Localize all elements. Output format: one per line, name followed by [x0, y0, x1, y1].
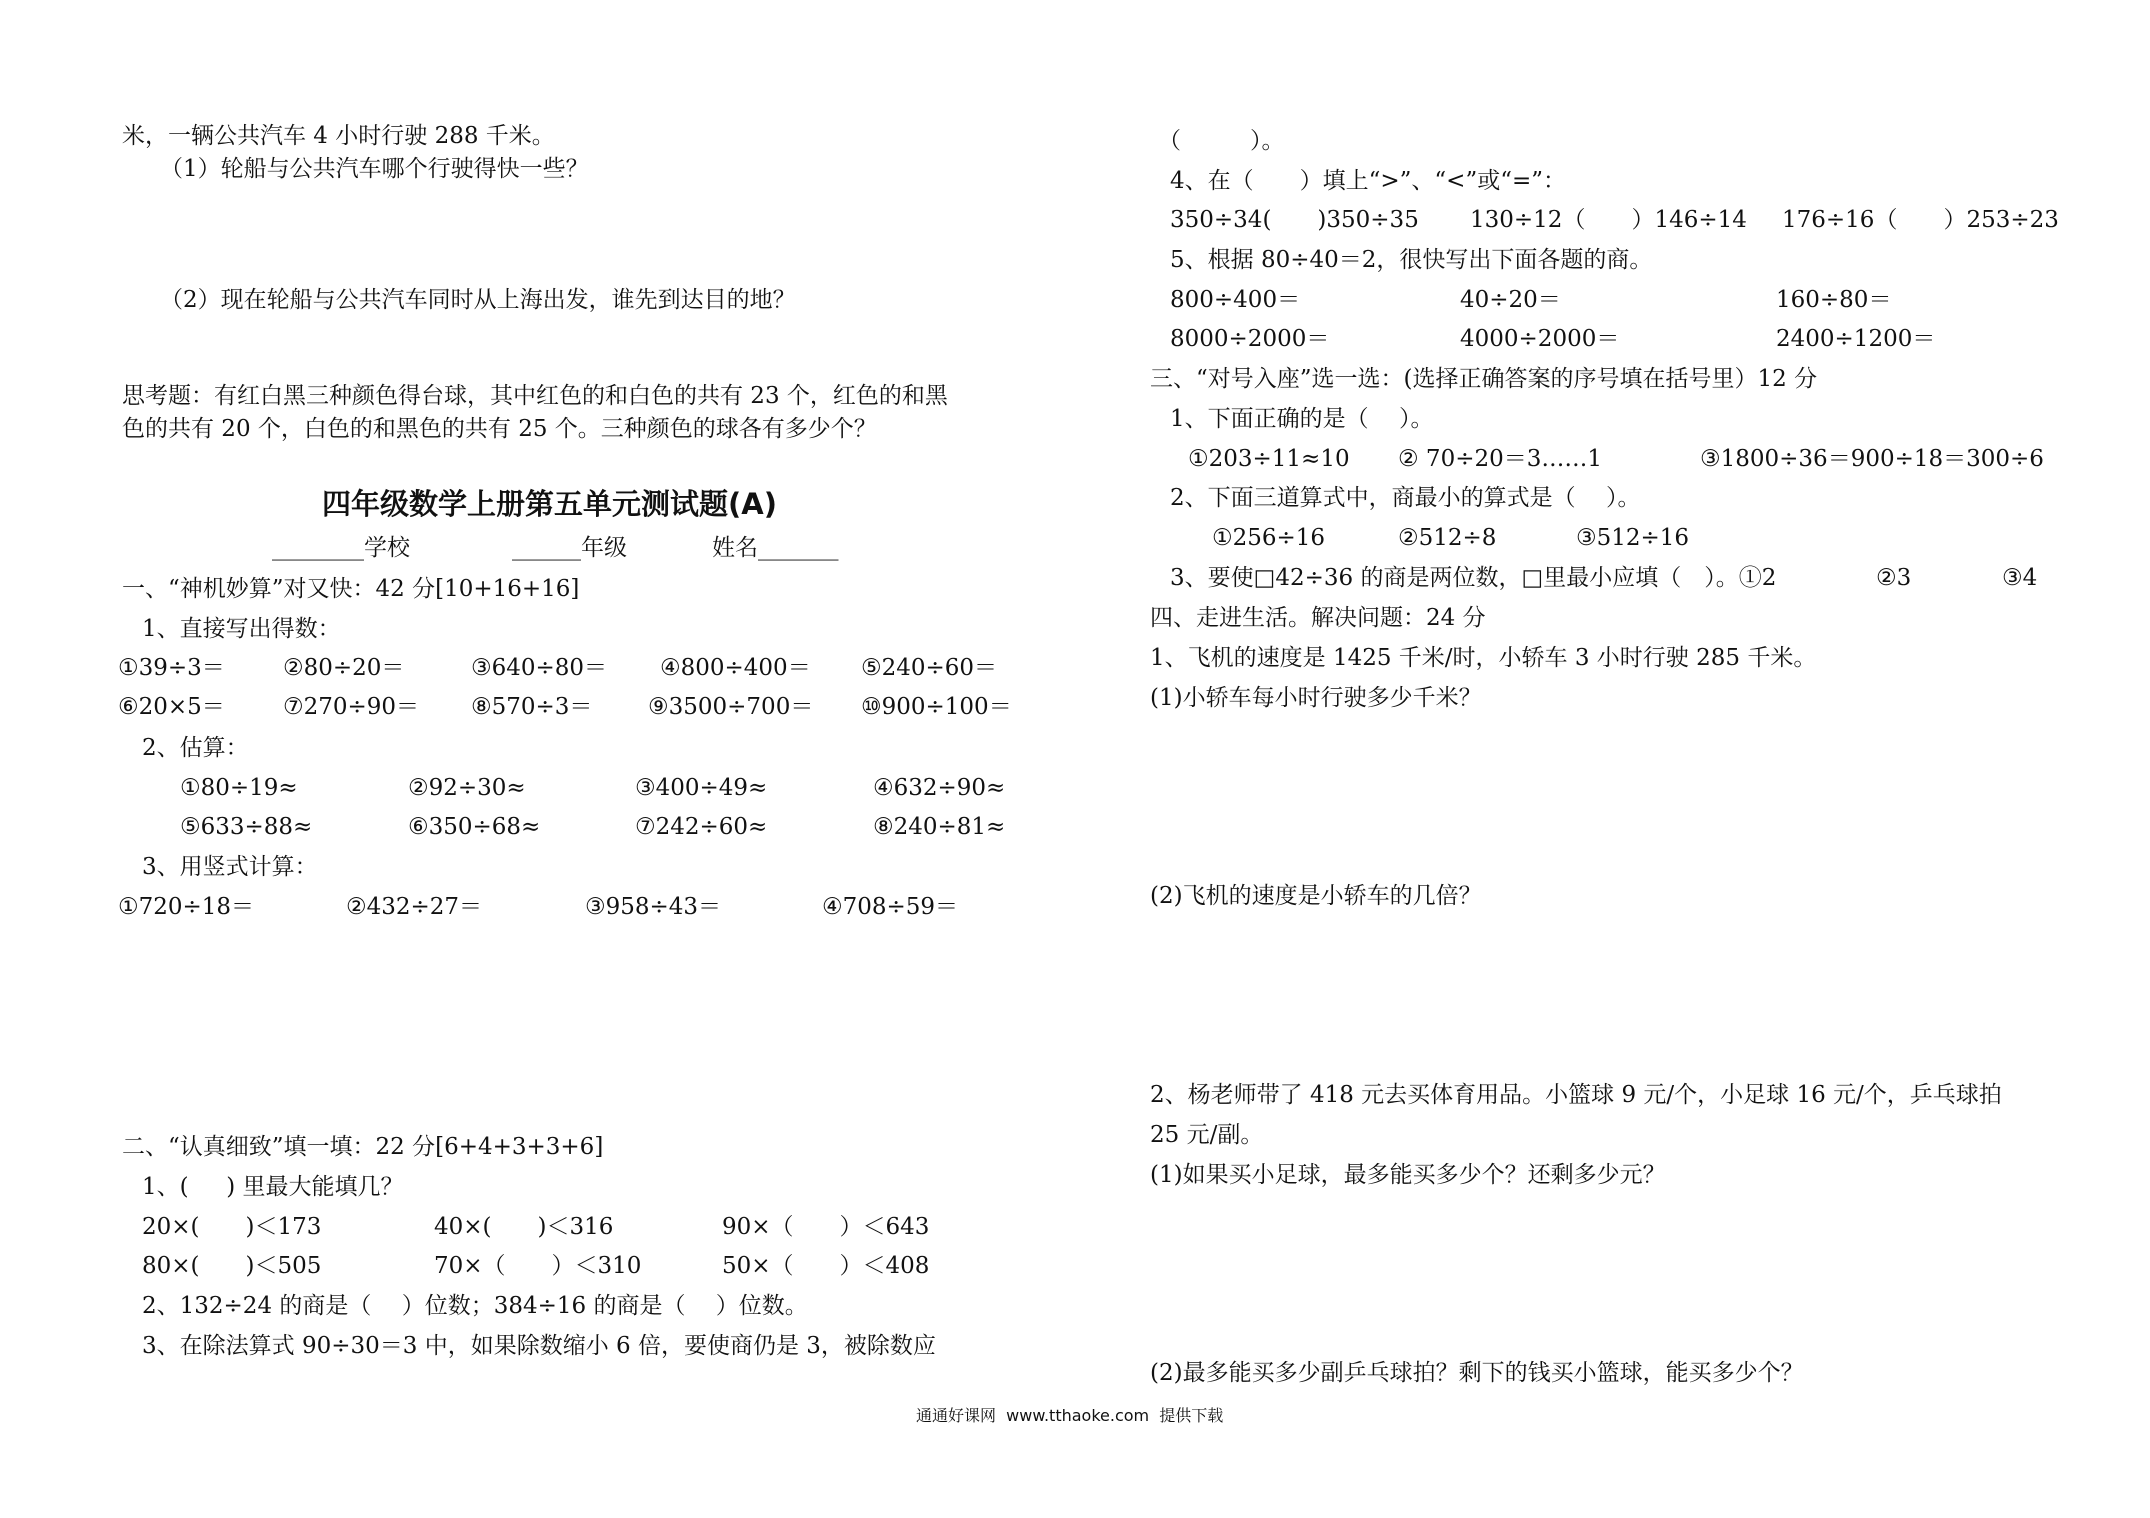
s2-q2: 2、132÷24 的商是（ ）位数；384÷16 的商是（ ）位数。: [142, 1293, 808, 1319]
think-line-2: 色的共有 20 个，白色的和黑色的共有 25 个。三种颜色的球各有多少个？: [122, 416, 877, 442]
s4-q2b: (2)最多能买多少副乒乓球拍？剩下的钱买小篮球，能买多少个？: [1150, 1360, 1804, 1386]
grade-field: ______年级: [512, 535, 627, 561]
right-cont-line: （ ）。: [1158, 128, 1285, 154]
s1-q1: 1、直接写出得数：: [142, 616, 341, 642]
compare-item: 350÷34( )350÷35: [1170, 207, 1419, 233]
choice-option: ①203÷11≈10: [1188, 446, 1350, 472]
s1-q3: 3、用竖式计算：: [142, 854, 318, 880]
fill-item: 70×（ ）＜310: [434, 1253, 642, 1279]
s4-q1: 1、飞机的速度是 1425 千米/时，小轿车 3 小时行驶 285 千米。: [1150, 645, 1817, 671]
direct-item: ⑥20×5＝: [118, 694, 225, 720]
fill-item: 90×（ ）＜643: [722, 1214, 930, 1240]
section-2-header: 二、“认真细致”填一填：22 分[6+4+3+3+6]: [122, 1134, 604, 1160]
quotient-item: 160÷80＝: [1776, 287, 1892, 313]
quotient-item: 40÷20＝: [1460, 287, 1561, 313]
s4-q2-line-2: 25 元/副。: [1150, 1122, 1264, 1148]
quotient-item: 2400÷1200＝: [1776, 326, 1936, 352]
choice-option: ③512÷16: [1576, 525, 1690, 551]
r-q5: 5、根据 80÷40＝2，很快写出下面各题的商。: [1170, 247, 1653, 273]
name-field: 姓名_______: [712, 535, 839, 561]
download-footer: 通通好课网 www.tthaoke.com 提供下载: [916, 1406, 1224, 1425]
s4-q1b: (2)飞机的速度是小轿车的几倍？: [1150, 883, 1482, 909]
direct-item: ⑤240÷60＝: [861, 655, 998, 681]
left-q1: （1）轮船与公共汽车哪个行驶得快一些？: [160, 156, 589, 182]
choice-option: ③4: [2002, 565, 2038, 591]
fill-item: 80×( )＜505: [142, 1253, 322, 1279]
direct-item: ⑧570÷3＝: [471, 694, 593, 720]
r-q4: 4、在（ ）填上“>”、“<”或“=”：: [1170, 168, 1566, 194]
choice-option: ②3: [1876, 565, 1912, 591]
s3-q1: 1、下面正确的是（ ）。: [1170, 406, 1434, 432]
estimate-item: ⑥350÷68≈: [408, 814, 541, 840]
direct-item: ④800÷400＝: [660, 655, 811, 681]
section-1-header: 一、“神机妙算”对又快：42 分[10+16+16]: [122, 576, 580, 602]
choice-option: ①256÷16: [1212, 525, 1326, 551]
choice-option: ③1800÷36＝900÷18＝300÷6: [1700, 446, 2044, 472]
choice-option: ②512÷8: [1398, 525, 1497, 551]
direct-item: ③640÷80＝: [471, 655, 608, 681]
s1-q2: 2、估算：: [142, 735, 249, 761]
direct-item: ②80÷20＝: [283, 655, 405, 681]
quotient-item: 8000÷2000＝: [1170, 326, 1330, 352]
s4-q2a: (1)如果买小足球，最多能买多少个？还剩多少元？: [1150, 1162, 1666, 1188]
school-field: ________学校: [272, 535, 410, 561]
direct-item: ⑩900÷100＝: [861, 694, 1012, 720]
s4-q2-line-1: 2、杨老师带了 418 元去买体育用品。小篮球 9 元/个，小足球 16 元/个，乒乓球拍: [1150, 1082, 2002, 1108]
estimate-item: ③400÷49≈: [635, 775, 768, 801]
fill-item: 50×（ ）＜408: [722, 1253, 930, 1279]
s3-q2: 2、下面三道算式中，商最小的算式是（ ）。: [1170, 485, 1641, 511]
choice-option: ② 70÷20＝3……1: [1398, 446, 1603, 472]
direct-item: ⑦270÷90＝: [283, 694, 420, 720]
vertical-item: ③958÷43＝: [585, 894, 722, 920]
estimate-item: ④632÷90≈: [873, 775, 1006, 801]
direct-item: ⑨3500÷700＝: [648, 694, 814, 720]
estimate-item: ①80÷19≈: [180, 775, 298, 801]
quotient-item: 4000÷2000＝: [1460, 326, 1620, 352]
compare-item: 176÷16（ ）253÷23: [1782, 207, 2059, 233]
page-title: 四年级数学上册第五单元测试题(A): [322, 487, 777, 521]
quotient-item: 800÷400＝: [1170, 287, 1301, 313]
left-cont-line: 米，一辆公共汽车 4 小时行驶 288 千米。: [122, 123, 555, 149]
fill-item: 40×( )＜316: [434, 1214, 614, 1240]
s2-q3: 3、在除法算式 90÷30＝3 中，如果除数缩小 6 倍，要使商仍是 3，被除数应: [142, 1333, 936, 1359]
fill-item: 20×( )＜173: [142, 1214, 322, 1240]
s2-q1: 1、( ) 里最大能填几？: [142, 1174, 404, 1200]
section-4-header: 四、走进生活。解决问题：24 分: [1150, 605, 1486, 631]
estimate-item: ⑦242÷60≈: [635, 814, 768, 840]
vertical-item: ②432÷27＝: [346, 894, 483, 920]
compare-item: 130÷12（ ）146÷14: [1470, 207, 1747, 233]
direct-item: ①39÷3＝: [118, 655, 225, 681]
vertical-item: ④708÷59＝: [822, 894, 959, 920]
s4-q1a: (1)小轿车每小时行驶多少千米？: [1150, 685, 1482, 711]
think-line-1: 思考题：有红白黑三种颜色得台球，其中红色的和白色的共有 23 个，红色的和黑: [122, 383, 948, 409]
estimate-item: ⑤633÷88≈: [180, 814, 313, 840]
s3-q3: 3、要使□42÷36 的商是两位数，□里最小应填（ ）。①2: [1170, 565, 1777, 591]
section-3-header: 三、“对号入座”选一选：(选择正确答案的序号填在括号里）12 分: [1150, 366, 1818, 392]
estimate-item: ⑧240÷81≈: [873, 814, 1006, 840]
vertical-item: ①720÷18＝: [118, 894, 255, 920]
left-q2: （2）现在轮船与公共汽车同时从上海出发，谁先到达目的地？: [160, 287, 796, 313]
estimate-item: ②92÷30≈: [408, 775, 526, 801]
